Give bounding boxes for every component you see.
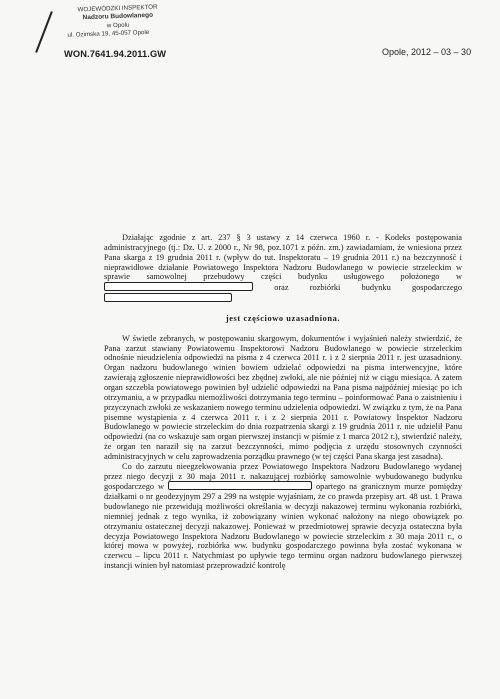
- verdict: jest częściowo uzasadniona.: [225, 313, 341, 323]
- stamp-line-2: Nadzoru Budowlanego: [82, 12, 154, 22]
- paragraph-enforcement: [104, 462, 462, 571]
- redacted-address: [168, 481, 312, 490]
- letter-body: [104, 233, 462, 571]
- pen-mark: [35, 11, 53, 53]
- redacted-address: [104, 282, 253, 291]
- paragraph-findings: W świetle zebranych, w postępowaniu skargowym, dokumentów i wyjaśnień należy stwierdzić, że Pana zarzut stawiany Powiatowemu Inspektorowi Nadzoru Budowlanego w powiecie strzeleckim odnośnie nieudzielenia odpowiedzi na pisma z 4 czerwca 2011 r. i z 2 sierpnia 2011 r. jest uzasadniony. Organ nadzoru budowlanego winien bowiem udzielać odpowiedzi na pisma interwencyjne, które zawierają zgłoszenie nieprawidłowości bez zbędnej zwłoki, ale nie później niż w ciągu miesiąca. A zatem organ szczebla powiatowego powinien był udzielić odpowiedzi na Pana pisma najpóźniej miesiąc po ich otrzymaniu, a w przypadku niemożliwości dotrzymania tego terminu – poinformować Pana o zaistnieniu i przyczynach zwłoki ze wskazaniem nowego terminu udzielenia odpowiedzi. W związku z tym, że na Pana pisemne wystąpienia z 4 czerwca 2011 r. i z 2 sierpnia 2011 r. Powiatowy Inspektor Nadzoru Budowlanego w powiecie strzeleckim do dnia rozpatrzenia skargi z 19 grudnia 2011 r. nie udzielił Panu odpowiedzi (na co wskazuje sam organ pierwszej instancji w piśmie z 1 marca 2012 r.), stwierdzić należy, że organ ten naraził się na zarzut bezczynności, mimo podjęcia z urzędu stosownych czynności administracyjnych w celu zaprowadzenia porządku prawnego (w tej części Pana skarga jest zasadna).: [104, 333, 462, 461]
- letter-date: Opole, 2012 – 03 – 30: [382, 47, 472, 57]
- redacted-address: [104, 293, 232, 302]
- paragraph-complaint: [104, 233, 462, 304]
- paragraph-complaint-text-b: oraz rozbiórki budynku gospodarczego: [274, 283, 462, 293]
- paragraph-complaint-text-a: Działając zgodnie z art. 237 § 3 ustawy z 14 czerwca 1960 r. - Kodeks postępowania administracyjnego (tj.: Dz. U. z 2000 r., Nr 98, poz.1071 z późn. zm.) zawiadamiam, że wniesiona przez Pana skarga z 19 grudnia 2011 r. (wpływ do tut. Inspektoratu – 19 grudnia 2011 r.) na bezczynność i nieprawidłowe działanie Powiatowego Inspektora Nadzoru Budowlanego w powiecie strzeleckim w sprawie samowolnej przebudowy części budynku usługowego położonego w: [104, 233, 462, 282]
- paragraph-enforcement-text-b: opartego na granicznym murze pomiędzy działkami o nr geodezyjnym 297 a 299 na wstępie wyjaśniam, że co prawda przepisy art. 48 ust. 1 Prawa budowlanego nie przewidują możliwości określania w decyzji nakazowej terminu wykonania rozbiórki, niemniej jednak z tego wynika, iż zobowiązany winien wykonać nałożony na niego obowiązek po otrzymaniu ostatecznej decyzji nakazowej. Ponieważ w przedmiotowej sprawie decyzja ostateczna była decyzja Powiatowego Inspektora Nadzoru Budowlanego w powiecie strzeleckim z 30 maja 2011 r., o której mowa w powyżej, rozbiórka ww. budynku gospodarczego powinna była zostać wykonana w czerwcu – lipcu 2011 r. Natychmiast po upływie tego terminu organ nadzoru budowlanego pierwszej instancji winien był natomiast przeprowadzić kontrolę: [104, 482, 463, 571]
- office-stamp: [62, 3, 173, 40]
- stamp-line-4: ul. Ozimska 19, 45-057 Opole: [67, 28, 150, 39]
- paragraph-enforcement-text-a: Co do zarzutu nieegzekwowania przez Powiatowego Inspektora Nadzoru Budowlanego wydanej przez niego decyzji z 30 maja 2011 r. nakazującej rozbiórkę samowolnie wybudowanego budynku gospodarczego w: [104, 461, 462, 492]
- stamp-line-3: w Opolu: [106, 21, 130, 29]
- stamp-line-1: WOJEWÓDZKI INSPEKTOR: [77, 3, 158, 14]
- case-number: WON.7641.94.2011.GW: [64, 49, 167, 59]
